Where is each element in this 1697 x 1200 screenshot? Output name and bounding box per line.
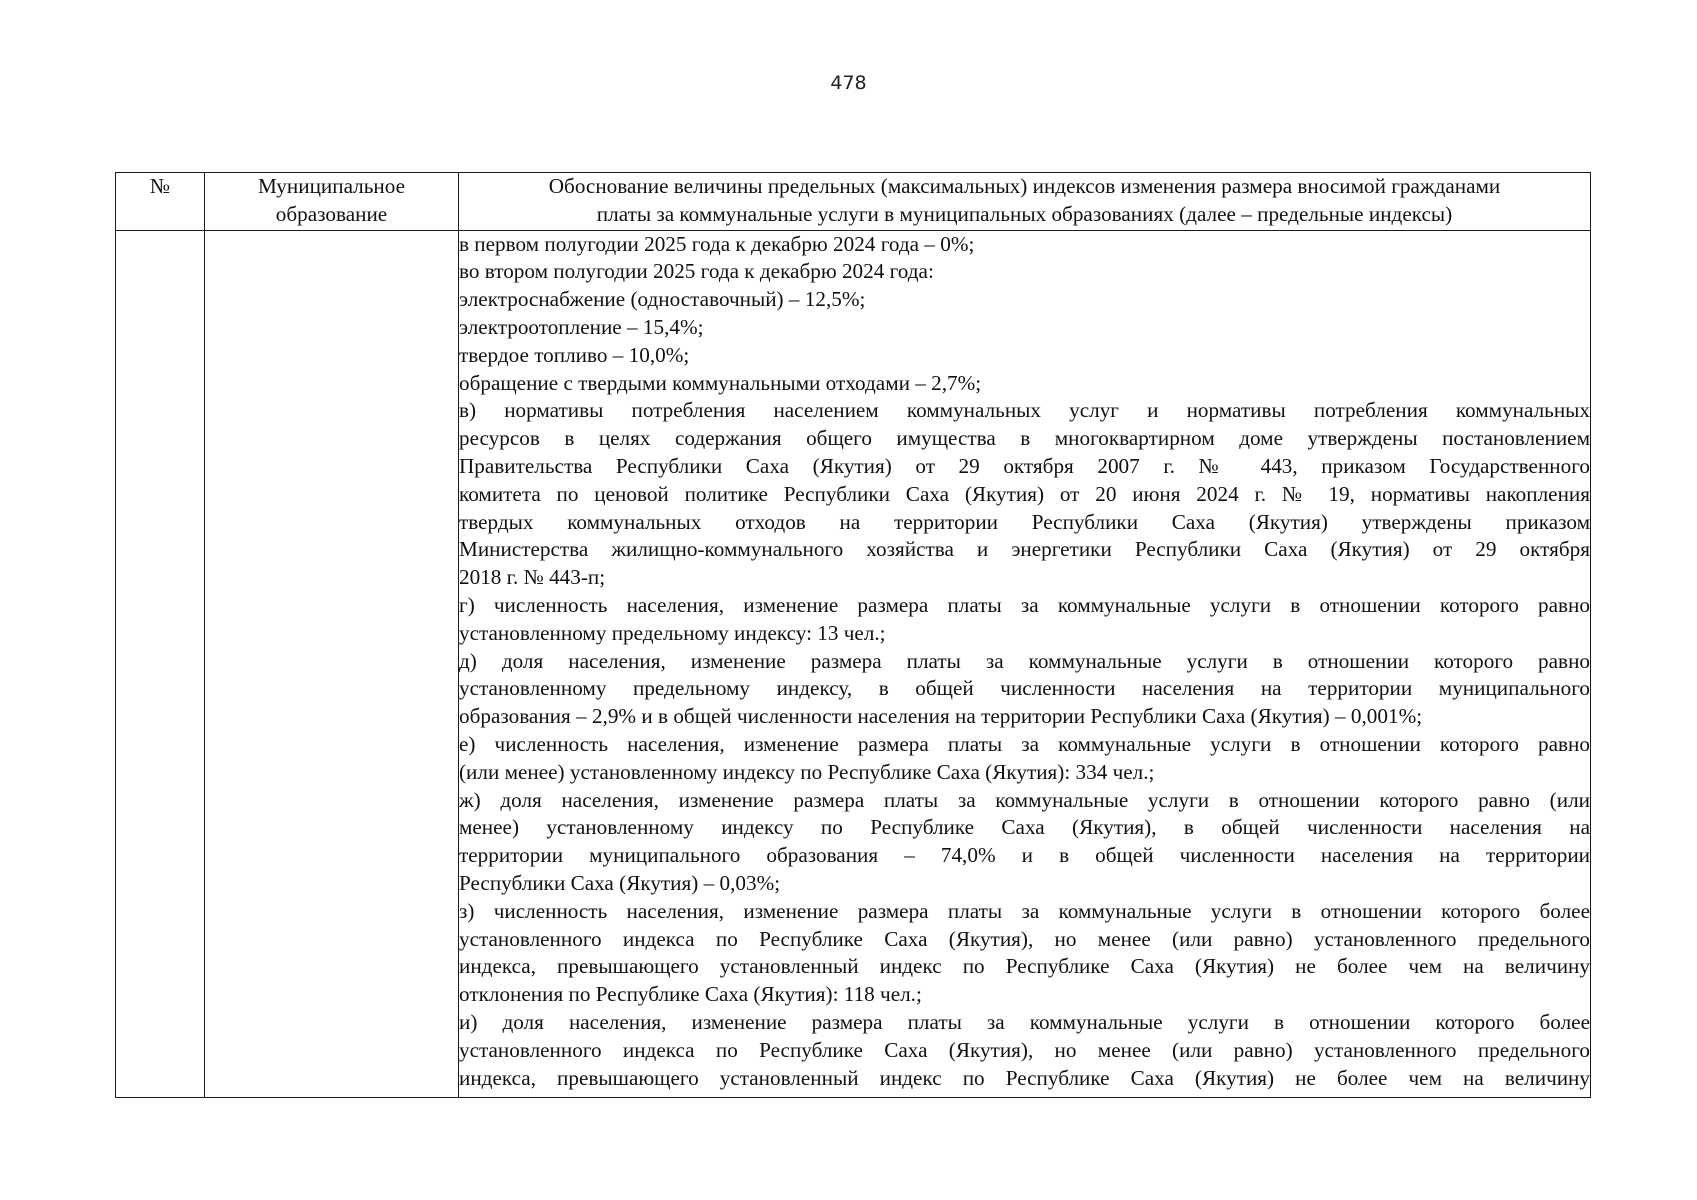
paragraph [459,397,1590,592]
header-municipality-line: Муниципальное [257,174,406,198]
text-line: е) численность населения, изменение размера платы за коммунальные услуги в отношении которого равно [459,731,1590,756]
text-line: индекса, превышающего установленный индекс по Республике Саха (Якутия) не более чем на величину [459,1065,1590,1090]
text-line: в) нормативы потребления населением коммунальных услуг и нормативы потребления коммунальных [459,398,1590,423]
text-line: индекса, превышающего установленный индекс по Республике Саха (Якутия) не более чем на величину [459,954,1590,979]
text-line: отклонения по Республике Саха (Якутия): 118 чел.; [459,982,922,1007]
paragraph [459,342,1590,370]
paragraph [459,370,1590,398]
header-justification-line: Обоснование величины предельных (максимальных) индексов изменения размера вносимой гражданами [548,174,1501,198]
paragraph [459,1009,1590,1092]
justification-text [459,231,1590,1093]
text-line: в первом полугодии 2025 года к декабрю 2024 года – 0%; [459,231,975,256]
text-line: твердое топливо – 10,0%; [459,342,690,367]
text-line: территории муниципального образования – 74,0% и в общей численности населения на территории [459,843,1590,868]
text-line: з) численность населения, изменение размера платы за коммунальные услуги в отношении которого более [459,898,1590,923]
text-line: электроснабжение (одноставочный) – 12,5%; [459,287,866,312]
text-line: комитета по ценовой политике Республики Саха (Якутия) от 20 июня 2024 г. № 19, нормативы накопления [459,481,1590,506]
text-line: Республики Саха (Якутия) – 0,03%; [459,870,781,895]
text-line: электроотопление – 15,4%; [459,314,704,339]
text-line: ж) доля населения, изменение размера платы за коммунальные услуги в отношении которого равно (или [459,787,1590,812]
cell-municipality [205,230,459,1097]
text-line: (или менее) установленному индексу по Республике Саха (Якутия): 334 чел.; [459,759,1155,784]
cell-justification [459,230,1591,1097]
text-line: г) численность населения, изменение размера платы за коммунальные услуги в отношении которого равно [459,592,1590,617]
text-line: Правительства Республики Саха (Якутия) от 29 октября 2007 г. № 443, приказом Государственного [459,453,1590,478]
text-line: Министерства жилищно-коммунального хозяйства и энергетики Республики Саха (Якутия) от 29 октября [459,537,1590,562]
page-number: 478 [830,72,867,94]
text-line: 2018 г. № 443-п; [459,565,606,590]
text-line: установленному предельному индексу, в общей численности населения на территории муниципального [459,676,1590,701]
paragraph [459,314,1590,342]
paragraph [459,648,1590,731]
text-line: и) доля населения, изменение размера платы за коммунальные услуги в отношении которого более [459,1009,1590,1034]
text-line: установленного индекса по Республике Саха (Якутия), но менее (или равно) установленного предельного [459,926,1590,951]
paragraph [459,787,1590,898]
paragraph [459,731,1590,787]
header-number: № [116,173,205,231]
header-justification [459,173,1591,231]
justification-table [115,172,1591,1098]
text-line: менее) установленному индексу по Республике Саха (Якутия), в общей численности населения на [459,815,1590,840]
header-municipality [205,173,459,231]
text-line: ресурсов в целях содержания общего имущества в многоквартирном доме утверждены постановлением [459,426,1590,451]
paragraph [459,898,1590,1009]
text-line: во втором полугодии 2025 года к декабрю 2024 года: [459,259,934,284]
paragraph [459,592,1590,648]
text-line: установленному предельному индексу: 13 чел.; [459,620,886,645]
header-municipality-line: образование [275,201,388,226]
text-line: образования – 2,9% и в общей численности населения на территории Республики Саха (Якутия) – 0,001%; [459,704,1423,729]
table-header-row [116,173,1591,231]
paragraph [459,258,1590,286]
paragraph [459,286,1590,314]
cell-number [116,230,205,1097]
header-justification-line: платы за коммунальные услуги в муниципальных образованиях (далее – предельные индексы) [596,201,1453,226]
text-line: твердых коммунальных отходов на территории Республики Саха (Якутия) утверждены приказом [459,509,1590,534]
text-line: д) доля населения, изменение размера платы за коммунальные услуги в отношении которого равно [459,648,1590,673]
table-row [116,230,1591,1097]
text-line: установленного индекса по Республике Саха (Якутия), но менее (или равно) установленного предельного [459,1037,1590,1062]
text-line: обращение с твердыми коммунальными отходами – 2,7%; [459,370,982,395]
paragraph [459,231,1590,259]
